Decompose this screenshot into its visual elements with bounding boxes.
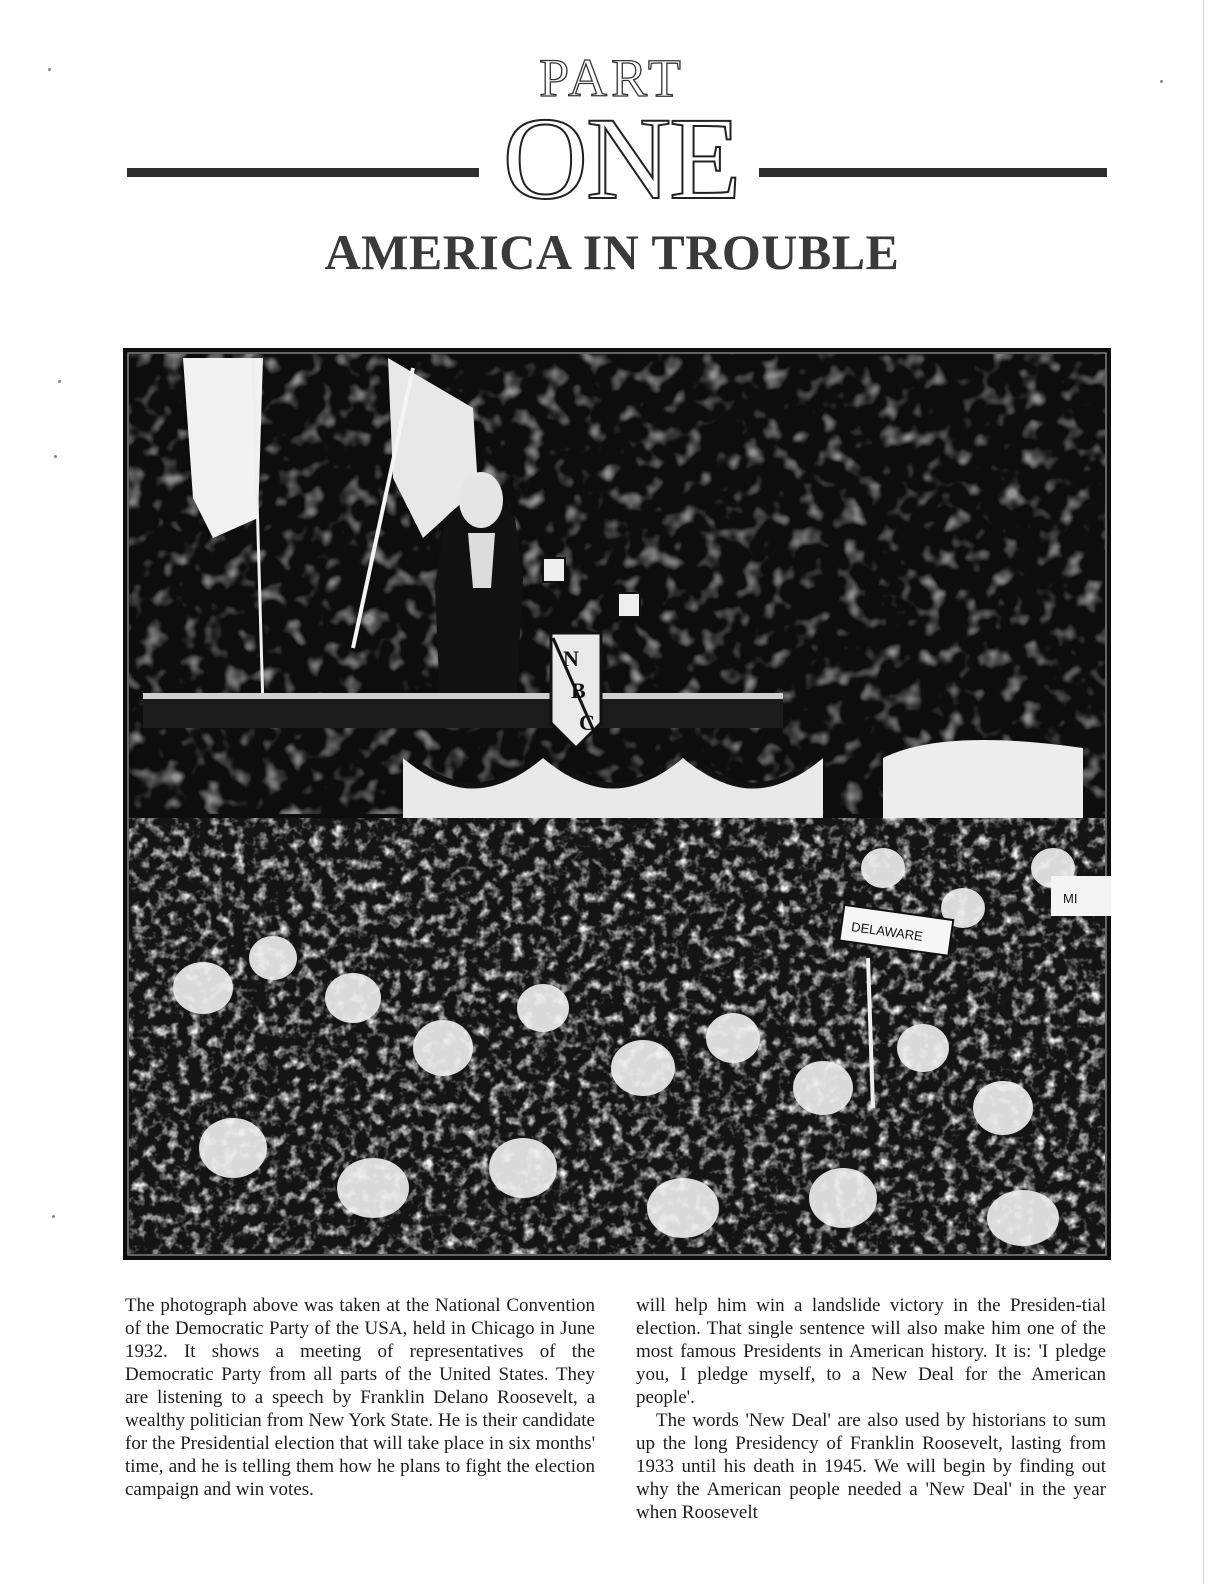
podium-letter-c: C <box>579 710 595 735</box>
rule-right <box>759 168 1107 177</box>
part-number: ONE <box>502 93 740 224</box>
body-paragraph-new-deal: The words 'New Deal' are also used by historians to sum up the long Presidency of Franklin Roosevelt, lasting from 1933 until his death in 1945. We will begin by finding out why the American people needed a 'New Deal' in the year when Roosevelt <box>636 1410 1106 1523</box>
delaware-sign: DELAWARE <box>850 919 924 944</box>
partial-sign: MI <box>1063 891 1078 906</box>
scan-speck <box>52 1215 55 1218</box>
podium-letter-n: N <box>563 646 579 671</box>
body-column-right <box>636 1294 1106 1524</box>
body-column-left <box>125 1294 595 1501</box>
part-label: PART <box>539 48 685 108</box>
body-paragraph: The photograph above was taken at the National Convention of the Democratic Party of the USA, held in Chicago in June 1932. It shows a meeting of representatives of the Democratic Party from all parts of the United States. They are listening to a speech by Franklin Delano Roosevelt, a wealthy politician from New York State. He is their candidate for the Presidential election that will take place in six months' time, and he is telling them how he plans to fight the election campaign and win votes. <box>125 1295 595 1500</box>
body-paragraph-continued: will help him win a landslide victory in the Presiden-tial election. That single sentence will also make him one of the most famous Presidents in American history. It is: 'I pledge you, I pledge myself, to a New Deal for the American people'. <box>636 1295 1106 1408</box>
rule-left <box>127 168 479 177</box>
part-number-row <box>127 93 1107 224</box>
scan-speck <box>48 68 51 71</box>
scan-speck <box>1160 80 1163 83</box>
podium-letter-b: B <box>571 678 586 703</box>
scan-speck <box>58 380 61 383</box>
chapter-title: AMERICA IN TROUBLE <box>324 224 900 280</box>
convention-photograph <box>123 348 1111 1260</box>
scan-speck <box>54 455 57 458</box>
photo-illustration <box>123 348 1111 1260</box>
